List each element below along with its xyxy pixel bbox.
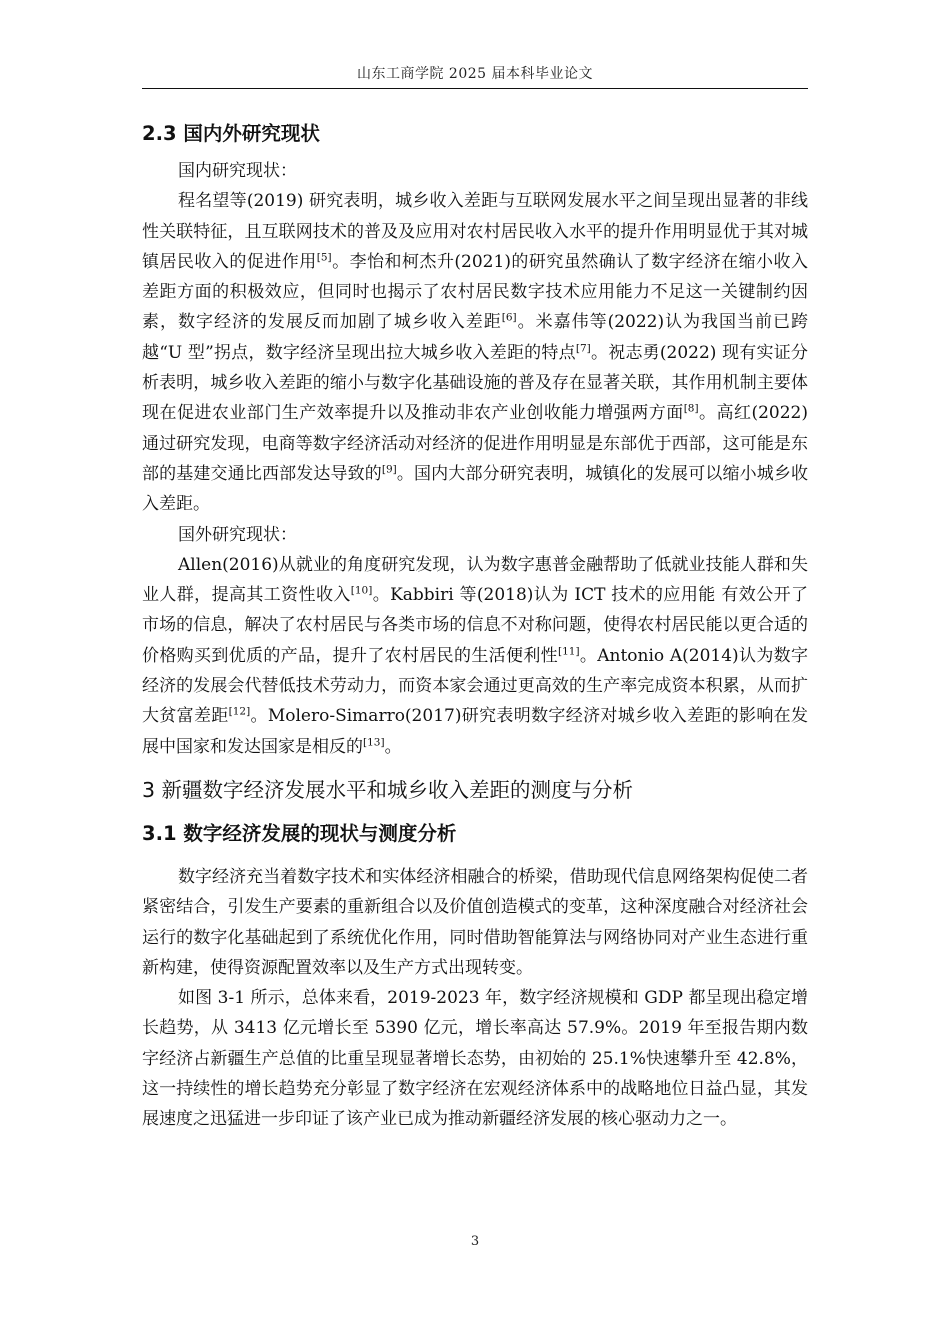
- paragraph-text: 。高红(2022)通过研究发现，电商等数字经济活动对经济的促进作用明显是东部优于西部，这可能是东部的基建交通比西部发达导致的: [142, 403, 809, 484]
- digital-economy-intro-paragraph: 数字经济充当着数字技术和实体经济相融合的桥梁，借助现代信息网络架构促使二者紧密结合，引发生产要素的重新组合以及价值创造模式的变革，这种深度融合对经济社会运行的数字化基础起到了系统优化作用，同时借助智能算法与网络协同对产业生态进行重新构建，使得资源配置效率以及生产方式出现转变。: [142, 866, 808, 978]
- section-heading-3-1: 3.1 数字经济发展的现状与测度分析: [142, 821, 457, 845]
- section-heading-2-3: 2.3 国内外研究现状: [142, 122, 320, 145]
- paragraph-text: 。李怡和柯杰升(2021)的研究虽然确认了数字经济在缩小收入差距方面的积极效应，但同时也揭示了农村居民数字技术应用能力不足这一关键制约因素，数字经济的发展反而加剧了城乡收入差距: [142, 251, 809, 333]
- paragraph-text: 。Antonio A(2014)认为数字经济的发展会代替低技术劳动力，而资本家会通过更高效的生产率完成资本积累，从而扩大贫富差距: [142, 645, 808, 727]
- citation-reference: [12]: [228, 705, 251, 718]
- citation-reference: [5]: [316, 251, 332, 264]
- domestic-research-paragraph: [142, 186, 808, 519]
- paragraph-text: 。Molero-Simarro(2017)研究表明数字经济对城乡收入差距的影响在发展中国家和发达国家是相反的: [142, 706, 808, 757]
- page-content: [142, 112, 808, 1135]
- citation-reference: [11]: [557, 645, 580, 658]
- header-rule: [142, 88, 808, 89]
- citation-reference: [8]: [683, 402, 699, 415]
- citation-reference: [7]: [575, 342, 591, 355]
- citation-reference: [6]: [501, 311, 517, 324]
- domestic-research-label: 国内研究现状：: [178, 161, 297, 181]
- page-number: 3: [470, 1234, 480, 1249]
- citation-reference: [10]: [350, 584, 373, 597]
- paragraph-text: 。祝志勇(2022) 现有实证分析表明，城乡收入差距的缩小与数字化基础设施的普及存在显著关联，其作用机制主要体现在促进农业部门生产效率提升以及推动非农产业创收能力增强两方面: [142, 342, 808, 424]
- paragraph-text: Allen(2016)从就业的角度研究发现，认为数字惠普金融帮助了低就业技能人群和失业人群，提高其工资性收入: [142, 554, 808, 606]
- paragraph-text: 程名望等(2019) 研究表明，城乡收入差距与互联网发展水平之间呈现出显著的非线性关联特征，且互联网技术的普及及应用对农村居民收入水平的提升作用明显优于其对城镇居民收入的促进作用: [142, 191, 808, 272]
- foreign-research-label: 国外研究现状：: [178, 524, 297, 545]
- citation-reference: [13]: [363, 735, 385, 748]
- paragraph-text: 。米嘉伟等(2022)认为我国当前已跨越“U 型”拐点，数字经济呈现出拉大城乡收入差距的特点: [142, 312, 809, 363]
- foreign-research-paragraph: [142, 550, 808, 762]
- digital-economy-trend-paragraph: 如图 3-1 所示，总体来看，2019-2023 年，数字经济规模和 GDP 都呈现出稳定增长趋势，从 3413 亿元增长至 5390 亿元，增长率高达 57.9%。2019 年至报告期内数字经济占新疆生产总值的比重呈现显著增长态势，由初始的 25.1%快速攀升至 42.8%，这一持续性的增长趋势充分彰显了数字经济在宏观经济体系中的战略地位日益凸显，其发展速度之迅猛进一步印证了该产业已成为推动新疆经济发展的核心驱动力之一。: [142, 988, 808, 1130]
- running-header: 山东工商学院 2025 届本科毕业论文: [356, 66, 594, 82]
- paragraph-text: 。: [384, 736, 402, 757]
- paragraph-text: 。Kabbiri 等(2018)认为 ICT 技术的应用能 有效公开了市场的信息，解决了农村居民与各类市场的信息不对称问题，使得农村居民能以更合适的价格购买到优质的产品，提升了农村居民的生活便利性: [142, 585, 808, 666]
- paragraph-text: 。国内大部分研究表明，城镇化的发展可以缩小城乡收入差距。: [142, 463, 809, 515]
- citation-reference: [9]: [381, 463, 397, 476]
- chapter-heading-3: 3 新疆数字经济发展水平和城乡收入差距的测度与分析: [142, 777, 634, 802]
